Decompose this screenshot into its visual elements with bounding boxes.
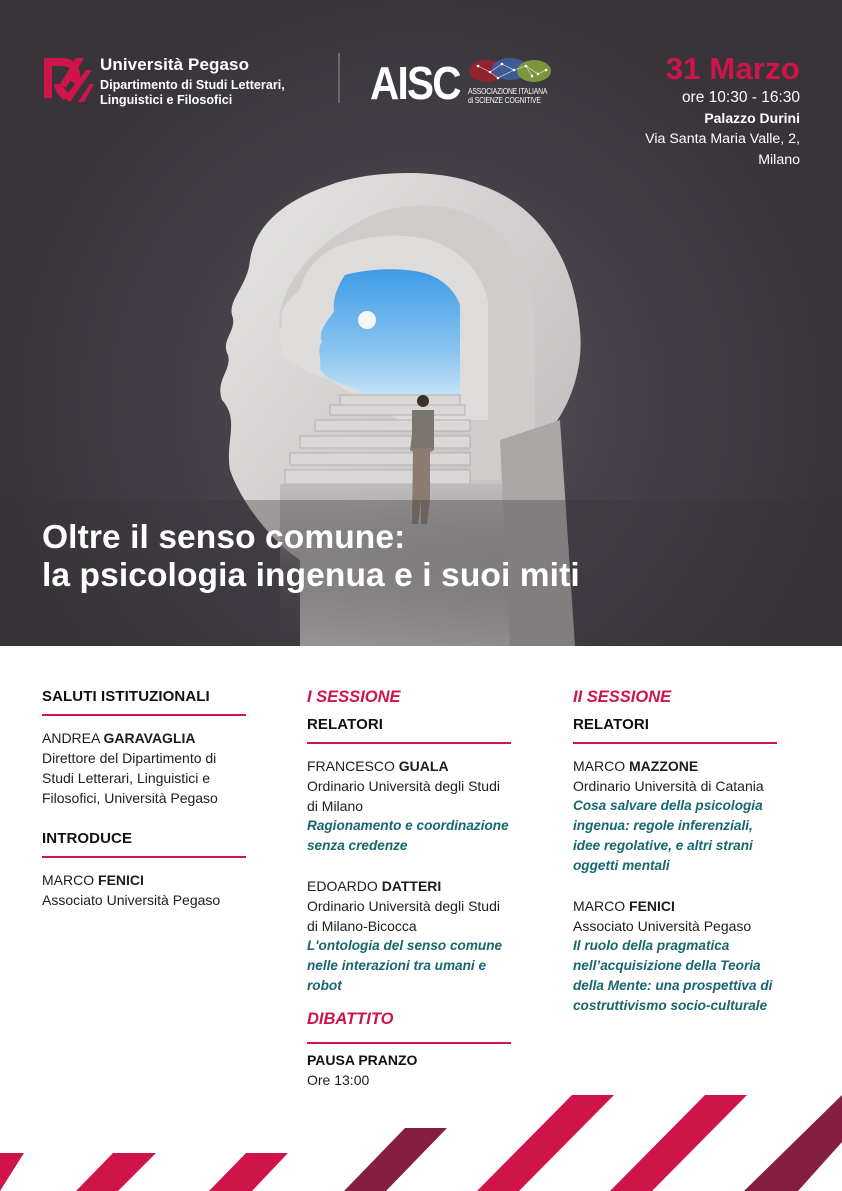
speaker-entry [573,756,813,876]
talk-title-line4: costruttivismo socio-culturale [573,998,768,1013]
talk-title-line1: Il ruolo della pragmatica [573,938,730,953]
talk-title-line1: Ragionamento e coordinazione [307,818,509,833]
event-date: 31 Marzo [665,51,800,86]
speaker-role-line1: Ordinario Università degli Studi [307,898,500,914]
speaker-role-line1: Direttore del Dipartimento di [42,750,217,766]
intro-heading: INTRODUCE [42,830,133,847]
talk-title-line2: nell’acquisizione della Teoria [573,958,761,973]
talk-title-line3: della Mente: una prospettiva di [573,978,773,993]
speaker-last-name: GARAVAGLIA [103,730,196,746]
title-line2: la psicologia ingenua e i suoi miti [42,557,580,594]
event-info [645,52,800,171]
speaker-last-name: MAZZONE [629,758,699,774]
title-line1: Oltre il senso comune: [42,519,406,556]
lunch-break-label: PAUSA PRANZO [307,1052,418,1068]
talk-title-line4: oggetti mentali [573,858,670,873]
talk-title-line3: idee regolative, e altri strani [573,838,753,853]
intro-speaker [42,870,282,910]
heading-underline [573,742,777,744]
heading-underline [307,742,511,744]
department-name-line1: Dipartimento di Studi Letterari, [100,78,285,92]
talk-title-line3: robot [307,978,342,993]
speaker-first-name: MARCO [573,898,626,914]
aisc-logo [370,56,565,109]
talk-title-line2: ingenua: regole inferenziali, [573,818,753,833]
event-address-line1: Via Santa Maria Valle, 2, [645,131,800,147]
speaker-role-line3: Filosofici, Università Pegaso [42,790,218,806]
aisc-subtitle-line2: di SCIENZE COGNITIVE [467,95,541,105]
debate-underline [307,1042,511,1044]
heading-underline [42,714,246,716]
speaker-role-line2: di Milano [307,798,364,814]
speaker-last-name: FENICI [629,898,675,914]
program-column-institutional [42,686,282,930]
logo-divider [338,53,340,103]
talk-title-line2: senza credenze [307,838,408,853]
program-column-session-1 [307,686,547,1090]
speaker-role-line1: Ordinario Università degli Studi [307,778,500,794]
speakers-heading: RELATORI [573,716,650,733]
talk-title-line1: Cosa salvare della psicologia [573,798,763,813]
aisc-acronym: AISC [370,57,460,109]
session-label: II SESSIONE [573,688,672,706]
universita-pegaso-logo [42,54,285,108]
greetings-heading: SALUTI ISTITUZIONALI [42,688,210,705]
page-title [42,519,580,595]
event-address-line2: Milano [758,152,800,168]
speaker-entry [573,896,813,1016]
speaker-role-line1: Ordinario Università di Catania [573,778,764,794]
speaker-first-name: ANDREA [42,730,100,746]
greetings-speaker [42,728,282,808]
speakers-heading: RELATORI [307,716,384,733]
speaker-role-line2: Studi Letterari, Linguistici e [42,770,211,786]
talk-title-line1: L'ontologia del senso comune [307,938,503,953]
speaker-first-name: FRANCESCO [307,758,395,774]
speaker-last-name: FENICI [98,872,144,888]
decorative-diagonal-stripes [0,1080,842,1191]
speaker-last-name: DATTERI [381,878,442,894]
speaker-last-name: GUALA [398,758,449,774]
department-name-line2: Linguistici e Filosofici [100,93,233,107]
speaker-role-line2: di Milano-Bicocca [307,918,417,934]
speaker-first-name: MARCO [42,872,95,888]
lunch-break-time: Ore 13:00 [307,1072,370,1088]
aisc-clouds-network-icon [468,56,552,86]
event-venue: Palazzo Durini [704,110,800,126]
pegaso-dy-logo-icon [42,54,94,106]
speaker-first-name: MARCO [573,758,626,774]
speaker-role: Associato Università Pegaso [42,892,221,908]
speaker-first-name: EDOARDO [307,878,378,894]
speaker-role-line1: Associato Università Pegaso [573,918,752,934]
debate-label: DIBATTITO [307,1010,394,1028]
talk-title-line2: nelle interazioni tra umani e [307,958,487,973]
event-time: ore 10:30 - 16:30 [681,89,800,106]
university-name: Università Pegaso [100,55,250,74]
session-label: I SESSIONE [307,688,401,706]
speaker-entry [307,756,547,856]
program-column-session-2 [573,686,813,1036]
aisc-subtitle-line1: ASSOCIAZIONE ITALIANA [467,86,548,96]
heading-underline [42,856,246,858]
speaker-entry [307,876,547,996]
